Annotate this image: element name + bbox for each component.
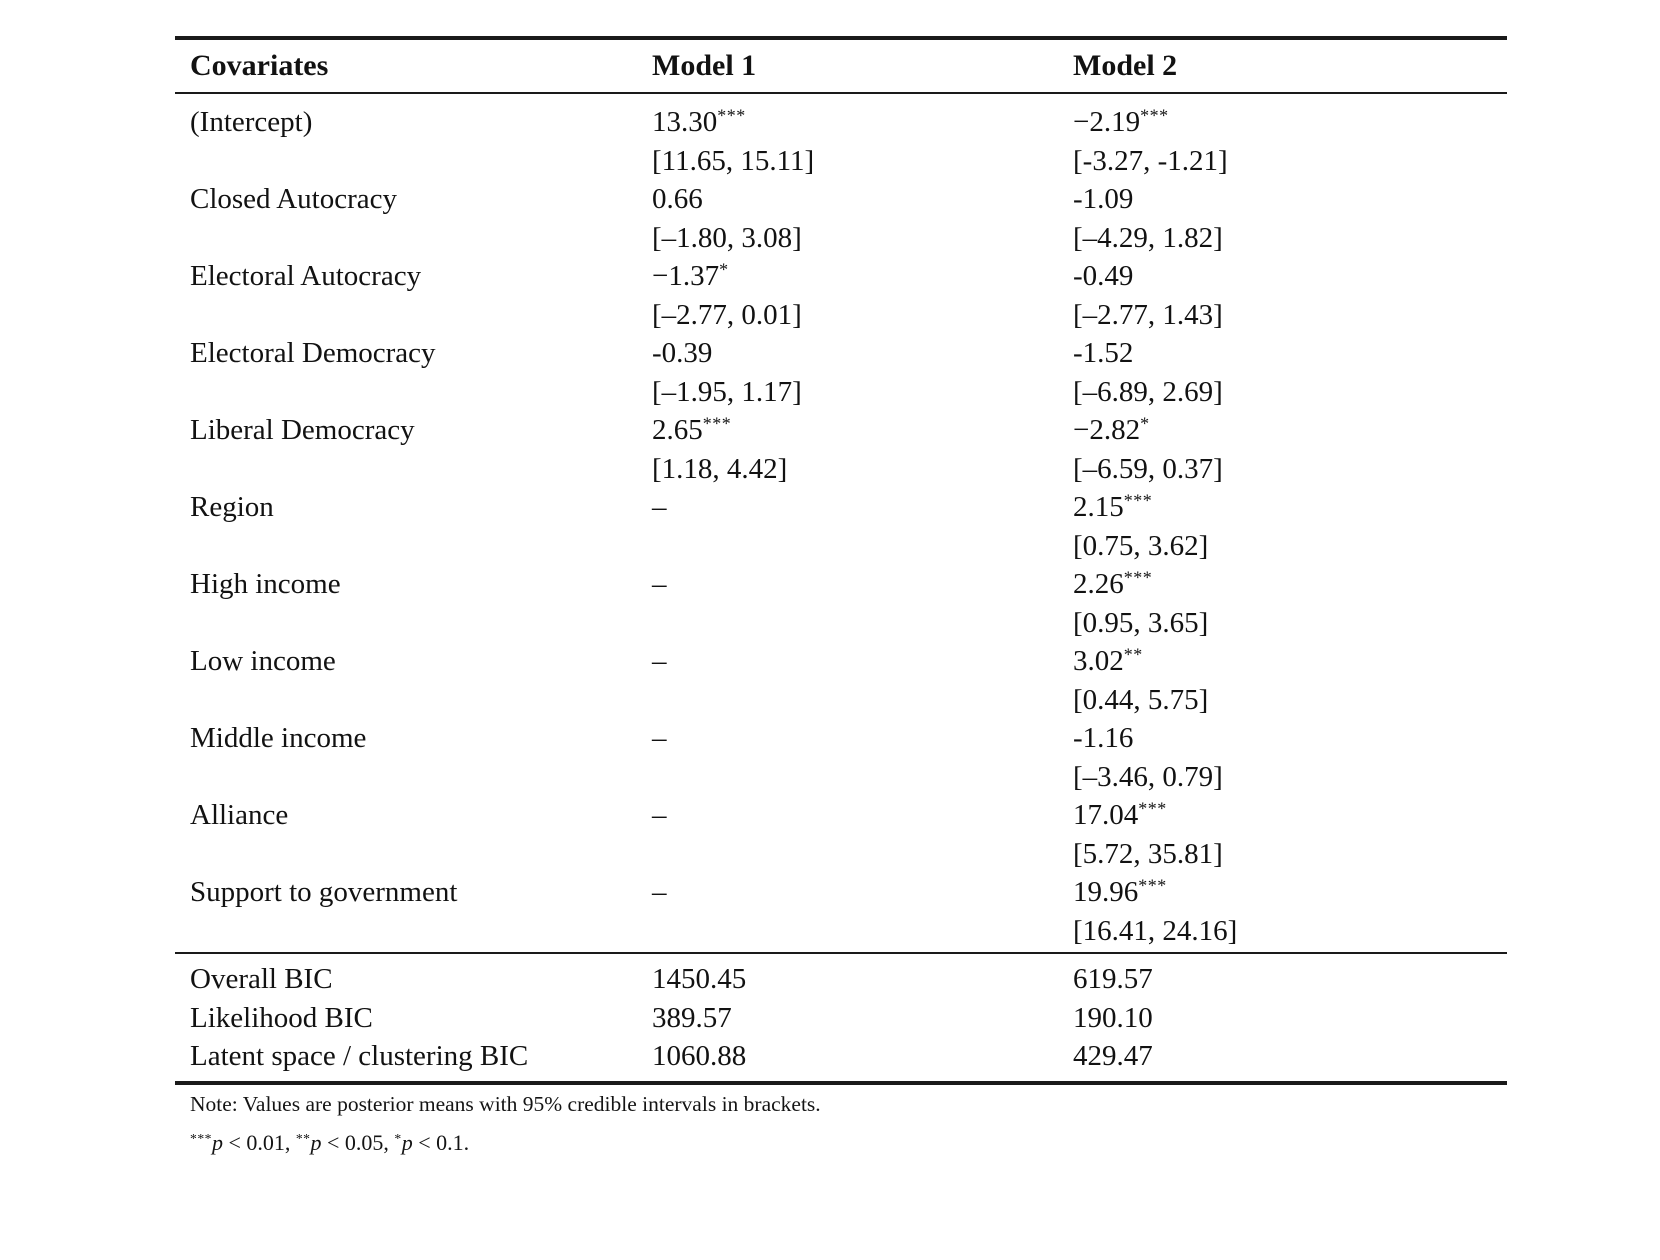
covariate-label: Support to government: [190, 876, 458, 908]
significance-legend: [190, 1130, 469, 1156]
model2-estimate: 3.02**: [1073, 644, 1143, 677]
significance-stars: **: [295, 1130, 311, 1146]
significance-stars: ***: [717, 105, 746, 126]
threshold-text: < 0.01,: [222, 1130, 296, 1155]
model2-credible-interval: [–6.89, 2.69]: [1073, 375, 1223, 408]
significance-stars: ***: [702, 413, 732, 434]
significance-stars: ***: [1123, 567, 1153, 588]
spacer-cell: [175, 296, 652, 335]
covariate-label: Electoral Democracy: [190, 337, 436, 369]
model1-estimate: –: [652, 722, 667, 754]
model1-estimate: 0.66: [652, 183, 703, 215]
p-symbol: p: [211, 1130, 223, 1155]
significance-stars: ***: [1138, 798, 1167, 819]
model1-fit-value: 389.57: [652, 1001, 732, 1034]
model2-credible-interval: [–4.29, 1.82]: [1073, 221, 1223, 254]
significance-stars: *: [719, 259, 729, 280]
model1-credible-interval: [652, 604, 1073, 643]
spacer-cell: [175, 373, 652, 412]
model2-estimate: 19.96***: [1073, 875, 1167, 908]
table-row-electoral-autocracy: [175, 257, 1507, 334]
model2-estimate: -1.16: [1073, 722, 1134, 754]
table-row-support-to-government: [175, 873, 1507, 950]
table-row-middle-income: [175, 719, 1507, 796]
model1-estimate: –: [652, 491, 667, 523]
p-symbol: p: [401, 1130, 413, 1155]
model1-estimate: 13.30***: [652, 105, 746, 138]
model1-estimate: –: [652, 799, 667, 831]
spacer-cell: [175, 219, 652, 258]
model2-estimate: 17.04***: [1073, 798, 1167, 831]
model1-credible-interval: [–1.80, 3.08]: [652, 221, 802, 254]
model1-credible-interval: [–2.77, 0.01]: [652, 298, 802, 331]
fit-label: Likelihood BIC: [190, 1001, 373, 1034]
model2-credible-interval: [0.95, 3.65]: [1073, 606, 1209, 639]
model1-credible-interval: [652, 681, 1073, 720]
model1-estimate: −1.37*: [652, 259, 729, 292]
covariate-label: Alliance: [190, 799, 289, 831]
table-row-low-income: [175, 642, 1507, 719]
covariate-label: Low income: [190, 645, 336, 677]
spacer-cell: [175, 681, 652, 720]
spacer-cell: [175, 450, 652, 489]
model2-fit-value: 190.10: [1073, 1001, 1153, 1034]
fit-label: Overall BIC: [190, 963, 333, 995]
model2-credible-interval: [0.44, 5.75]: [1073, 683, 1209, 716]
spacer-cell: [175, 142, 652, 181]
spacer-cell: [175, 527, 652, 566]
spacer-cell: [175, 758, 652, 797]
spacer-cell: [175, 604, 652, 643]
table-row-liberal-democracy: [175, 411, 1507, 488]
table-row-intercept: [175, 103, 1507, 180]
threshold-text: < 0.05,: [321, 1130, 395, 1155]
column-header-covariates: Covariates: [190, 49, 329, 82]
fit-label: Latent space / clustering BIC: [190, 1040, 529, 1072]
model1-credible-interval: [652, 527, 1073, 566]
covariate-label: Liberal Democracy: [190, 414, 415, 446]
model2-credible-interval: [–3.46, 0.79]: [1073, 760, 1223, 793]
table-row-closed-autocracy: [175, 180, 1507, 257]
model1-credible-interval: [652, 912, 1073, 951]
model1-credible-interval: [652, 758, 1073, 797]
significance-stars: *: [394, 1130, 402, 1146]
covariate-label: High income: [190, 568, 341, 600]
table-header-row: [175, 40, 1507, 94]
table-note: Note: Values are posterior means with 95% credible intervals in brackets.: [190, 1092, 821, 1116]
model1-fit-value: 1450.45: [652, 963, 747, 995]
model2-credible-interval: [5.72, 35.81]: [1073, 837, 1223, 870]
model2-estimate: −2.19***: [1073, 105, 1169, 138]
model2-estimate: −2.82*: [1073, 413, 1150, 446]
spacer-cell: [175, 912, 652, 951]
model2-credible-interval: [0.75, 3.62]: [1073, 529, 1209, 562]
model1-fit-value: 1060.88: [652, 1040, 747, 1072]
column-header-model1: Model 1: [652, 49, 757, 82]
model2-estimate: 2.15***: [1073, 490, 1153, 523]
regression-table: [175, 36, 1507, 1085]
table-row-high-income: [175, 565, 1507, 642]
model1-credible-interval: [11.65, 15.11]: [652, 144, 815, 177]
model1-estimate: –: [652, 645, 667, 677]
model2-credible-interval: [16.41, 24.16]: [1073, 914, 1238, 947]
fit-row-overall-bic: [175, 960, 1507, 999]
model2-fit-value: 429.47: [1073, 1040, 1153, 1072]
model2-estimate: -1.52: [1073, 337, 1134, 369]
p-symbol: p: [310, 1130, 322, 1155]
significance-stars: *: [1140, 413, 1150, 434]
fit-row-latent-space-clustering-bic: [175, 1037, 1507, 1076]
covariate-label: Electoral Autocracy: [190, 260, 422, 292]
spacer-cell: [175, 835, 652, 874]
column-header-model2: Model 2: [1073, 49, 1178, 82]
table-body: [175, 94, 1507, 954]
model2-credible-interval: [–2.77, 1.43]: [1073, 298, 1223, 331]
covariate-label: Middle income: [190, 722, 367, 754]
covariate-label: Closed Autocracy: [190, 183, 397, 215]
model1-credible-interval: [1.18, 4.42]: [652, 452, 788, 485]
significance-stars: ***: [190, 1130, 212, 1146]
covariate-label: (Intercept): [190, 106, 313, 138]
fit-statistics-section: [175, 954, 1507, 1081]
model2-credible-interval: [-3.27, -1.21]: [1073, 144, 1228, 177]
covariate-label: Region: [190, 491, 274, 523]
model2-fit-value: 619.57: [1073, 963, 1153, 995]
significance-stars: ***: [1138, 875, 1167, 896]
model1-estimate: –: [652, 568, 667, 600]
significance-stars: ***: [1123, 490, 1153, 511]
model1-estimate: -0.39: [652, 337, 713, 369]
table-row-region: [175, 488, 1507, 565]
model2-estimate: -0.49: [1073, 260, 1134, 292]
model2-estimate: 2.26***: [1073, 567, 1153, 600]
table-row-electoral-democracy: [175, 334, 1507, 411]
model1-credible-interval: [652, 835, 1073, 874]
model2-estimate: -1.09: [1073, 183, 1134, 215]
model2-credible-interval: [–6.59, 0.37]: [1073, 452, 1223, 485]
significance-stars: ***: [1140, 105, 1169, 126]
significance-stars: **: [1123, 644, 1143, 665]
model1-estimate: –: [652, 876, 667, 908]
model1-estimate: 2.65***: [652, 413, 732, 446]
fit-row-likelihood-bic: [175, 999, 1507, 1038]
model1-credible-interval: [–1.95, 1.17]: [652, 375, 802, 408]
table-row-alliance: [175, 796, 1507, 873]
threshold-text: < 0.1.: [412, 1130, 470, 1155]
